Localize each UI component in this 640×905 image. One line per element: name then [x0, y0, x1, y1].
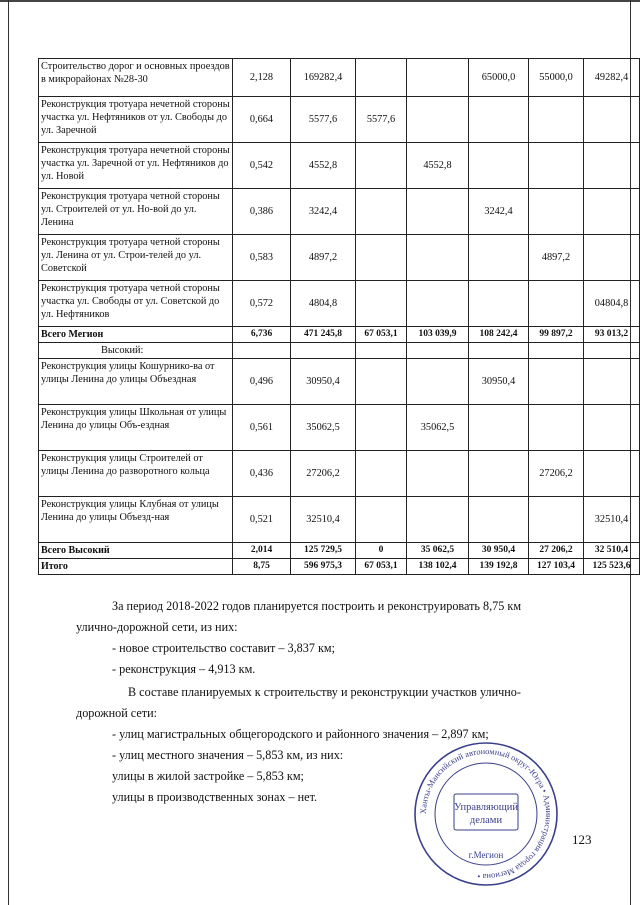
row-name: Итого [39, 559, 233, 575]
cell-y2021 [529, 97, 584, 143]
cell-y2019: 35 062,5 [407, 543, 469, 559]
cell-y2021: 55000,0 [529, 59, 584, 97]
cell-y2022 [584, 359, 640, 405]
cell-y2018 [356, 359, 407, 405]
cell-len: 8,75 [233, 559, 291, 575]
paragraph-period-line2: улично-дорожной сети, из них: [76, 620, 238, 634]
cell-total: 3242,4 [291, 189, 356, 235]
paragraph-period-line1: За период 2018-2022 годов планируется построить и реконструировать 8,75 км [112, 599, 522, 613]
row-name: Строительство дорог и основных проездов в микрорайонах №28-30 [39, 59, 233, 97]
scan-border-left [8, 0, 9, 905]
cell-len: 0,572 [233, 281, 291, 327]
cell-len: 0,583 [233, 235, 291, 281]
cell-len: 0,496 [233, 359, 291, 405]
row-name: Реконструкция тротуара четной стороны ул. Строителей от ул. Но-вой до ул. Ленина [39, 189, 233, 235]
cell-y2022: 32 510,4 [584, 543, 640, 559]
cell-y2018: 67 053,1 [356, 559, 407, 575]
row-name: Всего Высокий [39, 543, 233, 559]
bullet-reconstruction: - реконструкция – 4,913 км. [112, 662, 256, 676]
cell-y2020 [469, 451, 529, 497]
cell-y2020: 139 192,8 [469, 559, 529, 575]
cell-total: 125 729,5 [291, 543, 356, 559]
cell-y2019 [407, 451, 469, 497]
cell-y2021: 127 103,4 [529, 559, 584, 575]
table-total-row [39, 327, 640, 343]
cell-y2019: 103 039,9 [407, 327, 469, 343]
cell-y2020: 30950,4 [469, 359, 529, 405]
cell-y2022: 32510,4 [584, 497, 640, 543]
cell-len: 0,436 [233, 451, 291, 497]
svg-text:делами: делами [469, 815, 503, 826]
section-title: Высокий: [39, 343, 233, 359]
cell-y2018 [356, 143, 407, 189]
table-total-row [39, 543, 640, 559]
cell-y2022 [584, 405, 640, 451]
cell-len [233, 343, 291, 359]
cell-total [291, 343, 356, 359]
cell-y2022 [584, 189, 640, 235]
cell-y2020 [469, 97, 529, 143]
cell-y2021 [529, 343, 584, 359]
cell-y2020 [469, 343, 529, 359]
cell-y2022 [584, 143, 640, 189]
cell-y2018 [356, 235, 407, 281]
row-name: Реконструкция тротуара четной стороны участка ул. Свободы от ул. Советской до ул. Нефтяников [39, 281, 233, 327]
cell-total: 27206,2 [291, 451, 356, 497]
cell-y2018 [356, 59, 407, 97]
cell-y2022 [584, 235, 640, 281]
cell-y2020 [469, 497, 529, 543]
table-row [39, 497, 640, 543]
cell-total: 32510,4 [291, 497, 356, 543]
cell-y2019: 4552,8 [407, 143, 469, 189]
table-row [39, 59, 640, 97]
row-name: Реконструкция тротуара нечетной стороны участка ул. Нефтяников от ул. Свободы до ул. Заречной [39, 97, 233, 143]
cell-y2022: 93 013,2 [584, 327, 640, 343]
cell-y2021 [529, 143, 584, 189]
cell-y2019 [407, 235, 469, 281]
cell-y2018 [356, 405, 407, 451]
bullet-main-streets: - улиц магистральных общегородского и районного значения – 2,897 км; [112, 727, 489, 741]
cell-y2019: 35062,5 [407, 405, 469, 451]
cell-y2020: 30 950,4 [469, 543, 529, 559]
cell-len: 0,521 [233, 497, 291, 543]
row-name: Реконструкция тротуара четной стороны ул. Ленина от ул. Строи-телей до ул. Советской [39, 235, 233, 281]
cell-total: 4897,2 [291, 235, 356, 281]
cell-len: 0,386 [233, 189, 291, 235]
official-stamp [412, 740, 560, 888]
cell-y2018 [356, 189, 407, 235]
table-row [39, 143, 640, 189]
cell-total: 4552,8 [291, 143, 356, 189]
row-name: Реконструкция улицы Клубная от улицы Ленина до улицы Объезд-ная [39, 497, 233, 543]
cell-y2020: 3242,4 [469, 189, 529, 235]
cell-y2018 [356, 451, 407, 497]
row-name: Реконструкция тротуара нечетной стороны участка ул. Заречной от ул. Нефтяников до ул. Новой [39, 143, 233, 189]
cell-y2020: 65000,0 [469, 59, 529, 97]
cell-y2022 [584, 343, 640, 359]
cell-y2019 [407, 189, 469, 235]
cell-y2018 [356, 343, 407, 359]
cell-total: 471 245,8 [291, 327, 356, 343]
row-name: Реконструкция улицы Школьная от улицы Ленина до улицы Объ-ездная [39, 405, 233, 451]
cell-y2022: 49282,4 [584, 59, 640, 97]
cell-y2019 [407, 359, 469, 405]
cell-y2021: 99 897,2 [529, 327, 584, 343]
bullet-local-streets: - улиц местного значения – 5,853 км, из них: [112, 748, 344, 762]
cell-y2018 [356, 497, 407, 543]
svg-text:Ханты-Мансийский автономный ок: Ханты-Мансийский автономный округ-Югра • Администрация города Мегиона • [418, 746, 554, 882]
table-section-header [39, 343, 640, 359]
table-row [39, 405, 640, 451]
roads-table [38, 58, 640, 575]
cell-total: 596 975,3 [291, 559, 356, 575]
line-residential-streets: улицы в жилой застройке – 5,853 км; [112, 769, 304, 783]
cell-y2019: 138 102,4 [407, 559, 469, 575]
bullet-new-construction: - новое строительство составит – 3,837 км; [112, 641, 335, 655]
row-name: Всего Мегион [39, 327, 233, 343]
cell-y2019 [407, 343, 469, 359]
cell-y2019 [407, 281, 469, 327]
cell-y2019 [407, 497, 469, 543]
cell-y2019 [407, 97, 469, 143]
paragraph-composition-line2: дорожной сети: [76, 706, 157, 720]
cell-y2021: 4897,2 [529, 235, 584, 281]
cell-y2020 [469, 235, 529, 281]
cell-len: 0,542 [233, 143, 291, 189]
cell-y2020: 108 242,4 [469, 327, 529, 343]
row-name: Реконструкция улицы Кошурнико-ва от улицы Ленина до улицы Объездная [39, 359, 233, 405]
table-row [39, 281, 640, 327]
cell-y2022 [584, 97, 640, 143]
line-industrial-streets: улицы в производственных зонах – нет. [112, 790, 318, 804]
svg-text:Управляющий: Управляющий [453, 802, 519, 813]
cell-len: 0,561 [233, 405, 291, 451]
cell-len: 2,014 [233, 543, 291, 559]
cell-y2018: 5577,6 [356, 97, 407, 143]
cell-y2021: 27 206,2 [529, 543, 584, 559]
row-name: Реконструкция улицы Строителей от улицы Ленина до разворотного кольца [39, 451, 233, 497]
cell-len: 6,736 [233, 327, 291, 343]
cell-y2018 [356, 281, 407, 327]
table-row [39, 97, 640, 143]
page-number: 123 [572, 832, 592, 847]
table-row [39, 359, 640, 405]
cell-total: 169282,4 [291, 59, 356, 97]
cell-total: 35062,5 [291, 405, 356, 451]
cell-y2022: 04804,8 [584, 281, 640, 327]
cell-y2021 [529, 359, 584, 405]
cell-total: 4804,8 [291, 281, 356, 327]
cell-y2022 [584, 451, 640, 497]
svg-text:г.Мегион: г.Мегион [468, 850, 504, 860]
cell-y2021 [529, 281, 584, 327]
cell-y2021 [529, 189, 584, 235]
top-edge-line [0, 0, 640, 2]
table-row [39, 235, 640, 281]
table-total-row [39, 559, 640, 575]
cell-y2020 [469, 281, 529, 327]
table-row [39, 451, 640, 497]
cell-y2021 [529, 497, 584, 543]
cell-y2018: 0 [356, 543, 407, 559]
paragraph-composition-line1: В составе планируемых к строительству и реконструкции участков улично- [128, 685, 521, 699]
cell-y2019 [407, 59, 469, 97]
cell-total: 30950,4 [291, 359, 356, 405]
cell-y2021: 27206,2 [529, 451, 584, 497]
cell-y2022: 125 523,6 [584, 559, 640, 575]
cell-y2020 [469, 143, 529, 189]
table-row [39, 189, 640, 235]
cell-y2020 [469, 405, 529, 451]
cell-len: 2,128 [233, 59, 291, 97]
cell-y2021 [529, 405, 584, 451]
cell-y2018: 67 053,1 [356, 327, 407, 343]
cell-total: 5577,6 [291, 97, 356, 143]
cell-len: 0,664 [233, 97, 291, 143]
